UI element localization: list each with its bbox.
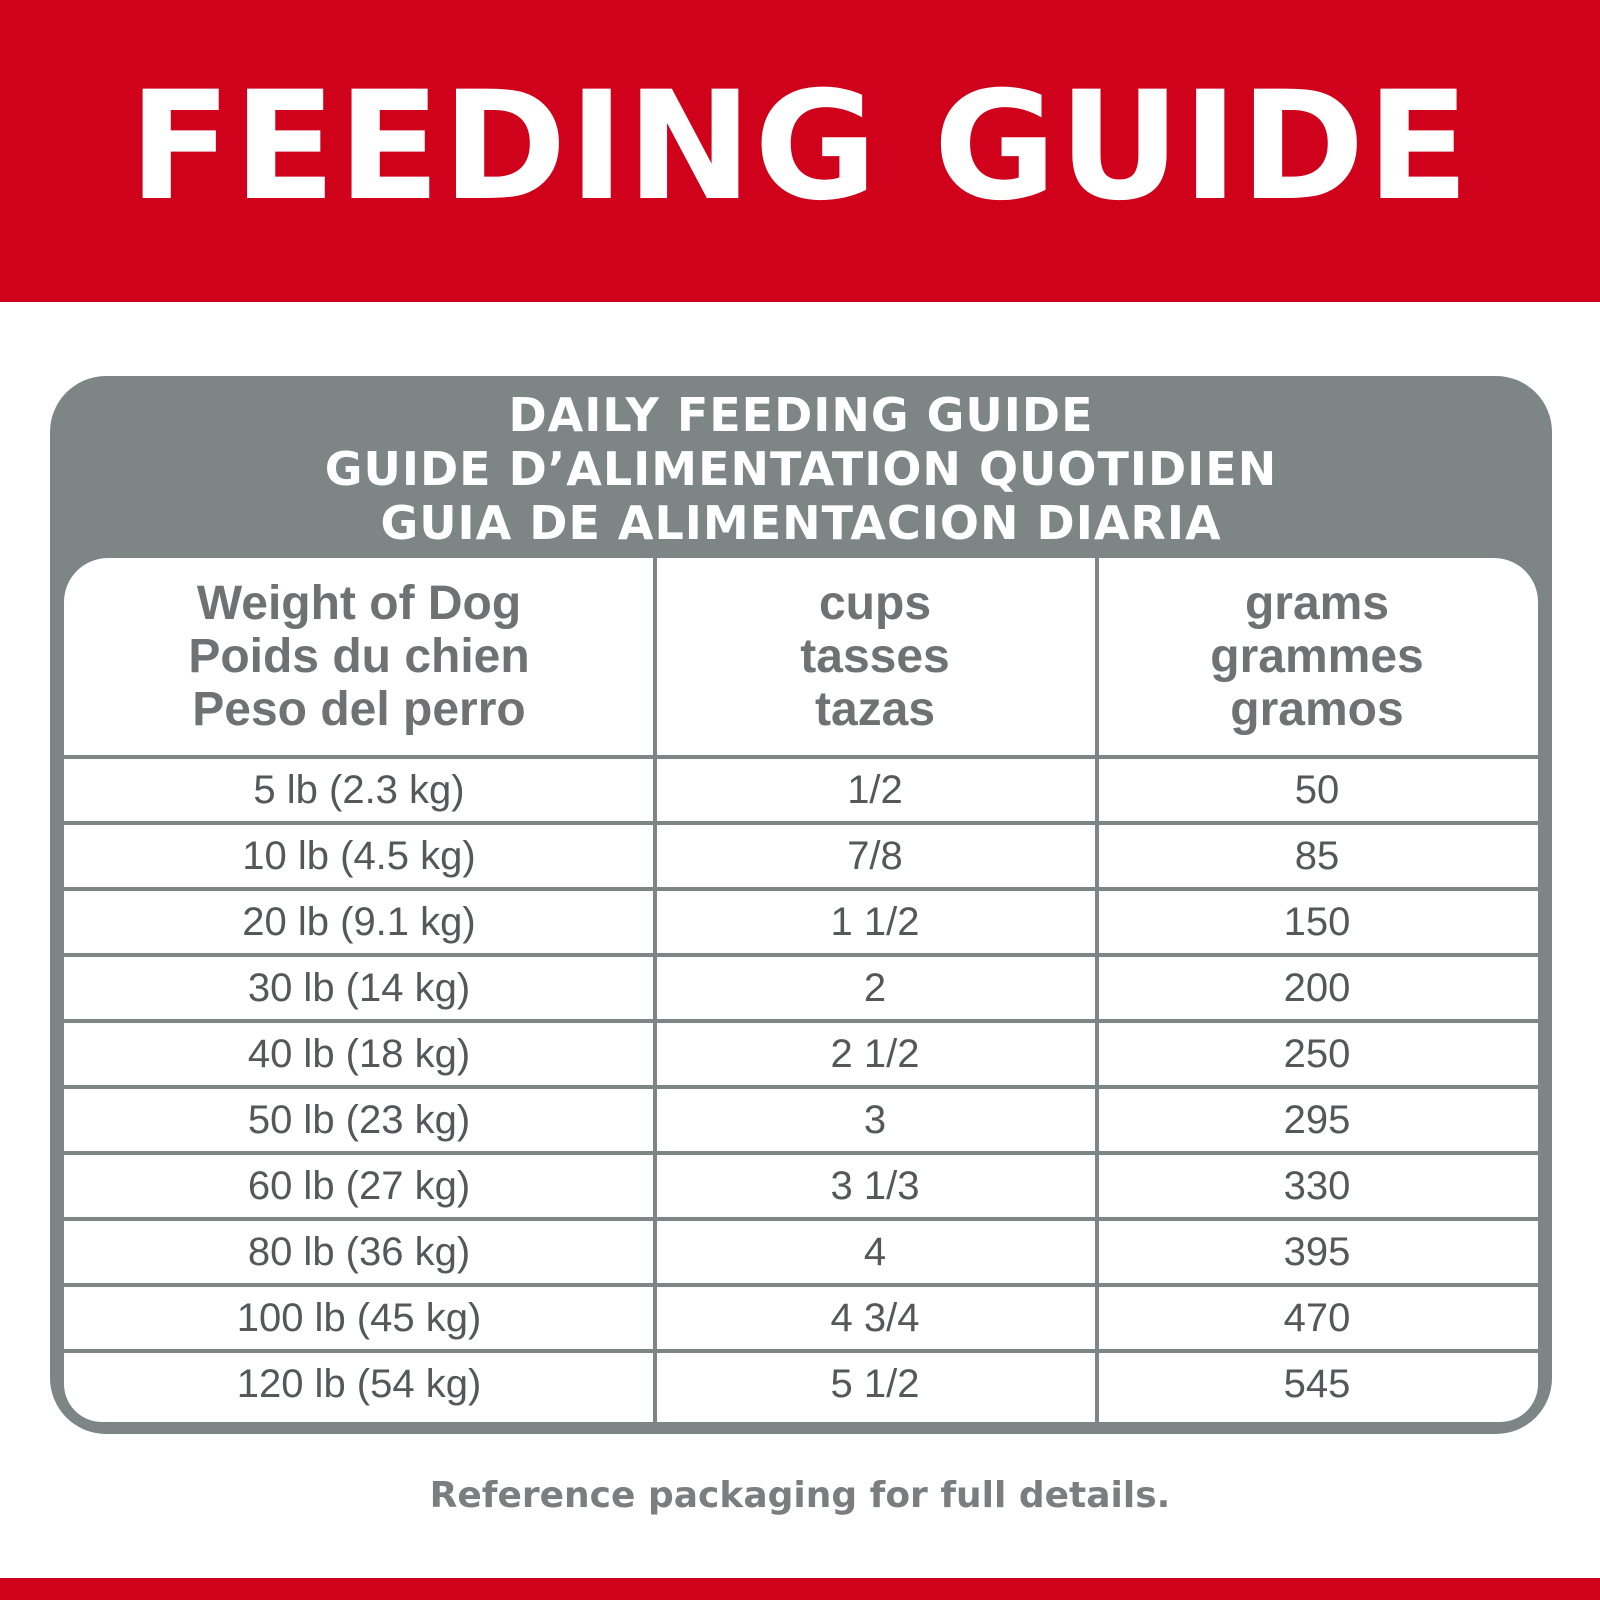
- cups-cell: 4: [863, 1230, 887, 1274]
- cups-cell: 1/2: [847, 768, 903, 812]
- bottom-bar: [0, 1578, 1600, 1600]
- header-line: cups: [818, 577, 932, 630]
- table-row: [64, 1221, 1538, 1287]
- heading-spanish: GUIA DE ALIMENTACION DIARIA: [380, 496, 1222, 550]
- grams-cell: 295: [1283, 1098, 1351, 1142]
- weight-cell: 80 lb (36 kg): [247, 1230, 471, 1274]
- header-line: gramos: [1230, 683, 1404, 736]
- card-heading: [50, 388, 1552, 550]
- footer-note: Reference packaging for full details.: [429, 1475, 1171, 1516]
- table-body: [64, 759, 1538, 1415]
- table-row: [64, 1155, 1538, 1221]
- cups-cell: 2: [863, 966, 887, 1010]
- grams-cell: 50: [1294, 768, 1340, 812]
- cups-cell: 1 1/2: [830, 900, 920, 944]
- grams-cell: 85: [1294, 834, 1340, 878]
- grams-cell: 150: [1283, 900, 1351, 944]
- grams-cell: 395: [1283, 1230, 1351, 1274]
- weight-cell: 50 lb (23 kg): [247, 1098, 471, 1142]
- weight-cell: 40 lb (18 kg): [247, 1032, 471, 1076]
- weight-cell: 5 lb (2.3 kg): [253, 768, 465, 812]
- feeding-table: [64, 558, 1538, 1422]
- cups-cell: 4 3/4: [830, 1296, 920, 1340]
- weight-cell: 100 lb (45 kg): [236, 1296, 482, 1340]
- header-line: Peso del perro: [192, 683, 526, 736]
- table-row: [64, 759, 1538, 825]
- cups-cell: 5 1/2: [830, 1362, 920, 1406]
- header-line: grammes: [1210, 630, 1424, 683]
- cups-cell: 2 1/2: [830, 1032, 920, 1076]
- weight-cell: 10 lb (4.5 kg): [242, 834, 476, 878]
- weight-cell: 120 lb (54 kg): [236, 1362, 482, 1406]
- grams-cell: 330: [1283, 1164, 1351, 1208]
- banner-title: FEEDING GUIDE: [128, 60, 1472, 234]
- grams-cell: 200: [1283, 966, 1351, 1010]
- heading-english: DAILY FEEDING GUIDE: [508, 388, 1094, 442]
- header-line: tazas: [814, 683, 936, 736]
- column-divider: [1095, 558, 1099, 1422]
- grams-cell: 470: [1283, 1296, 1351, 1340]
- header-line: Weight of Dog: [196, 577, 522, 630]
- table-header-row: [64, 558, 1538, 755]
- grams-cell: 250: [1283, 1032, 1351, 1076]
- weight-cell: 20 lb (9.1 kg): [242, 900, 476, 944]
- table-row: [64, 1353, 1538, 1415]
- table-row: [64, 1089, 1538, 1155]
- top-banner: [0, 0, 1600, 302]
- column-divider: [653, 558, 657, 1422]
- cups-cell: 7/8: [847, 834, 903, 878]
- column-header-cups: [654, 558, 1096, 755]
- column-header-grams: [1096, 558, 1538, 755]
- daily-feeding-guide-card: [50, 376, 1552, 1434]
- weight-cell: 60 lb (27 kg): [247, 1164, 471, 1208]
- table-row: [64, 825, 1538, 891]
- table-row: [64, 957, 1538, 1023]
- table-row: [64, 891, 1538, 957]
- cups-cell: 3 1/3: [830, 1164, 920, 1208]
- table-row: [64, 1023, 1538, 1089]
- column-header-weight: [64, 558, 654, 755]
- heading-french: GUIDE D’ALIMENTATION QUOTIDIEN: [324, 442, 1278, 496]
- table-row: [64, 1287, 1538, 1353]
- cups-cell: 3: [863, 1098, 887, 1142]
- weight-cell: 30 lb (14 kg): [247, 966, 471, 1010]
- grams-cell: 545: [1283, 1362, 1351, 1406]
- header-line: Poids du chien: [188, 630, 530, 683]
- header-line: grams: [1244, 577, 1390, 630]
- header-line: tasses: [800, 630, 950, 683]
